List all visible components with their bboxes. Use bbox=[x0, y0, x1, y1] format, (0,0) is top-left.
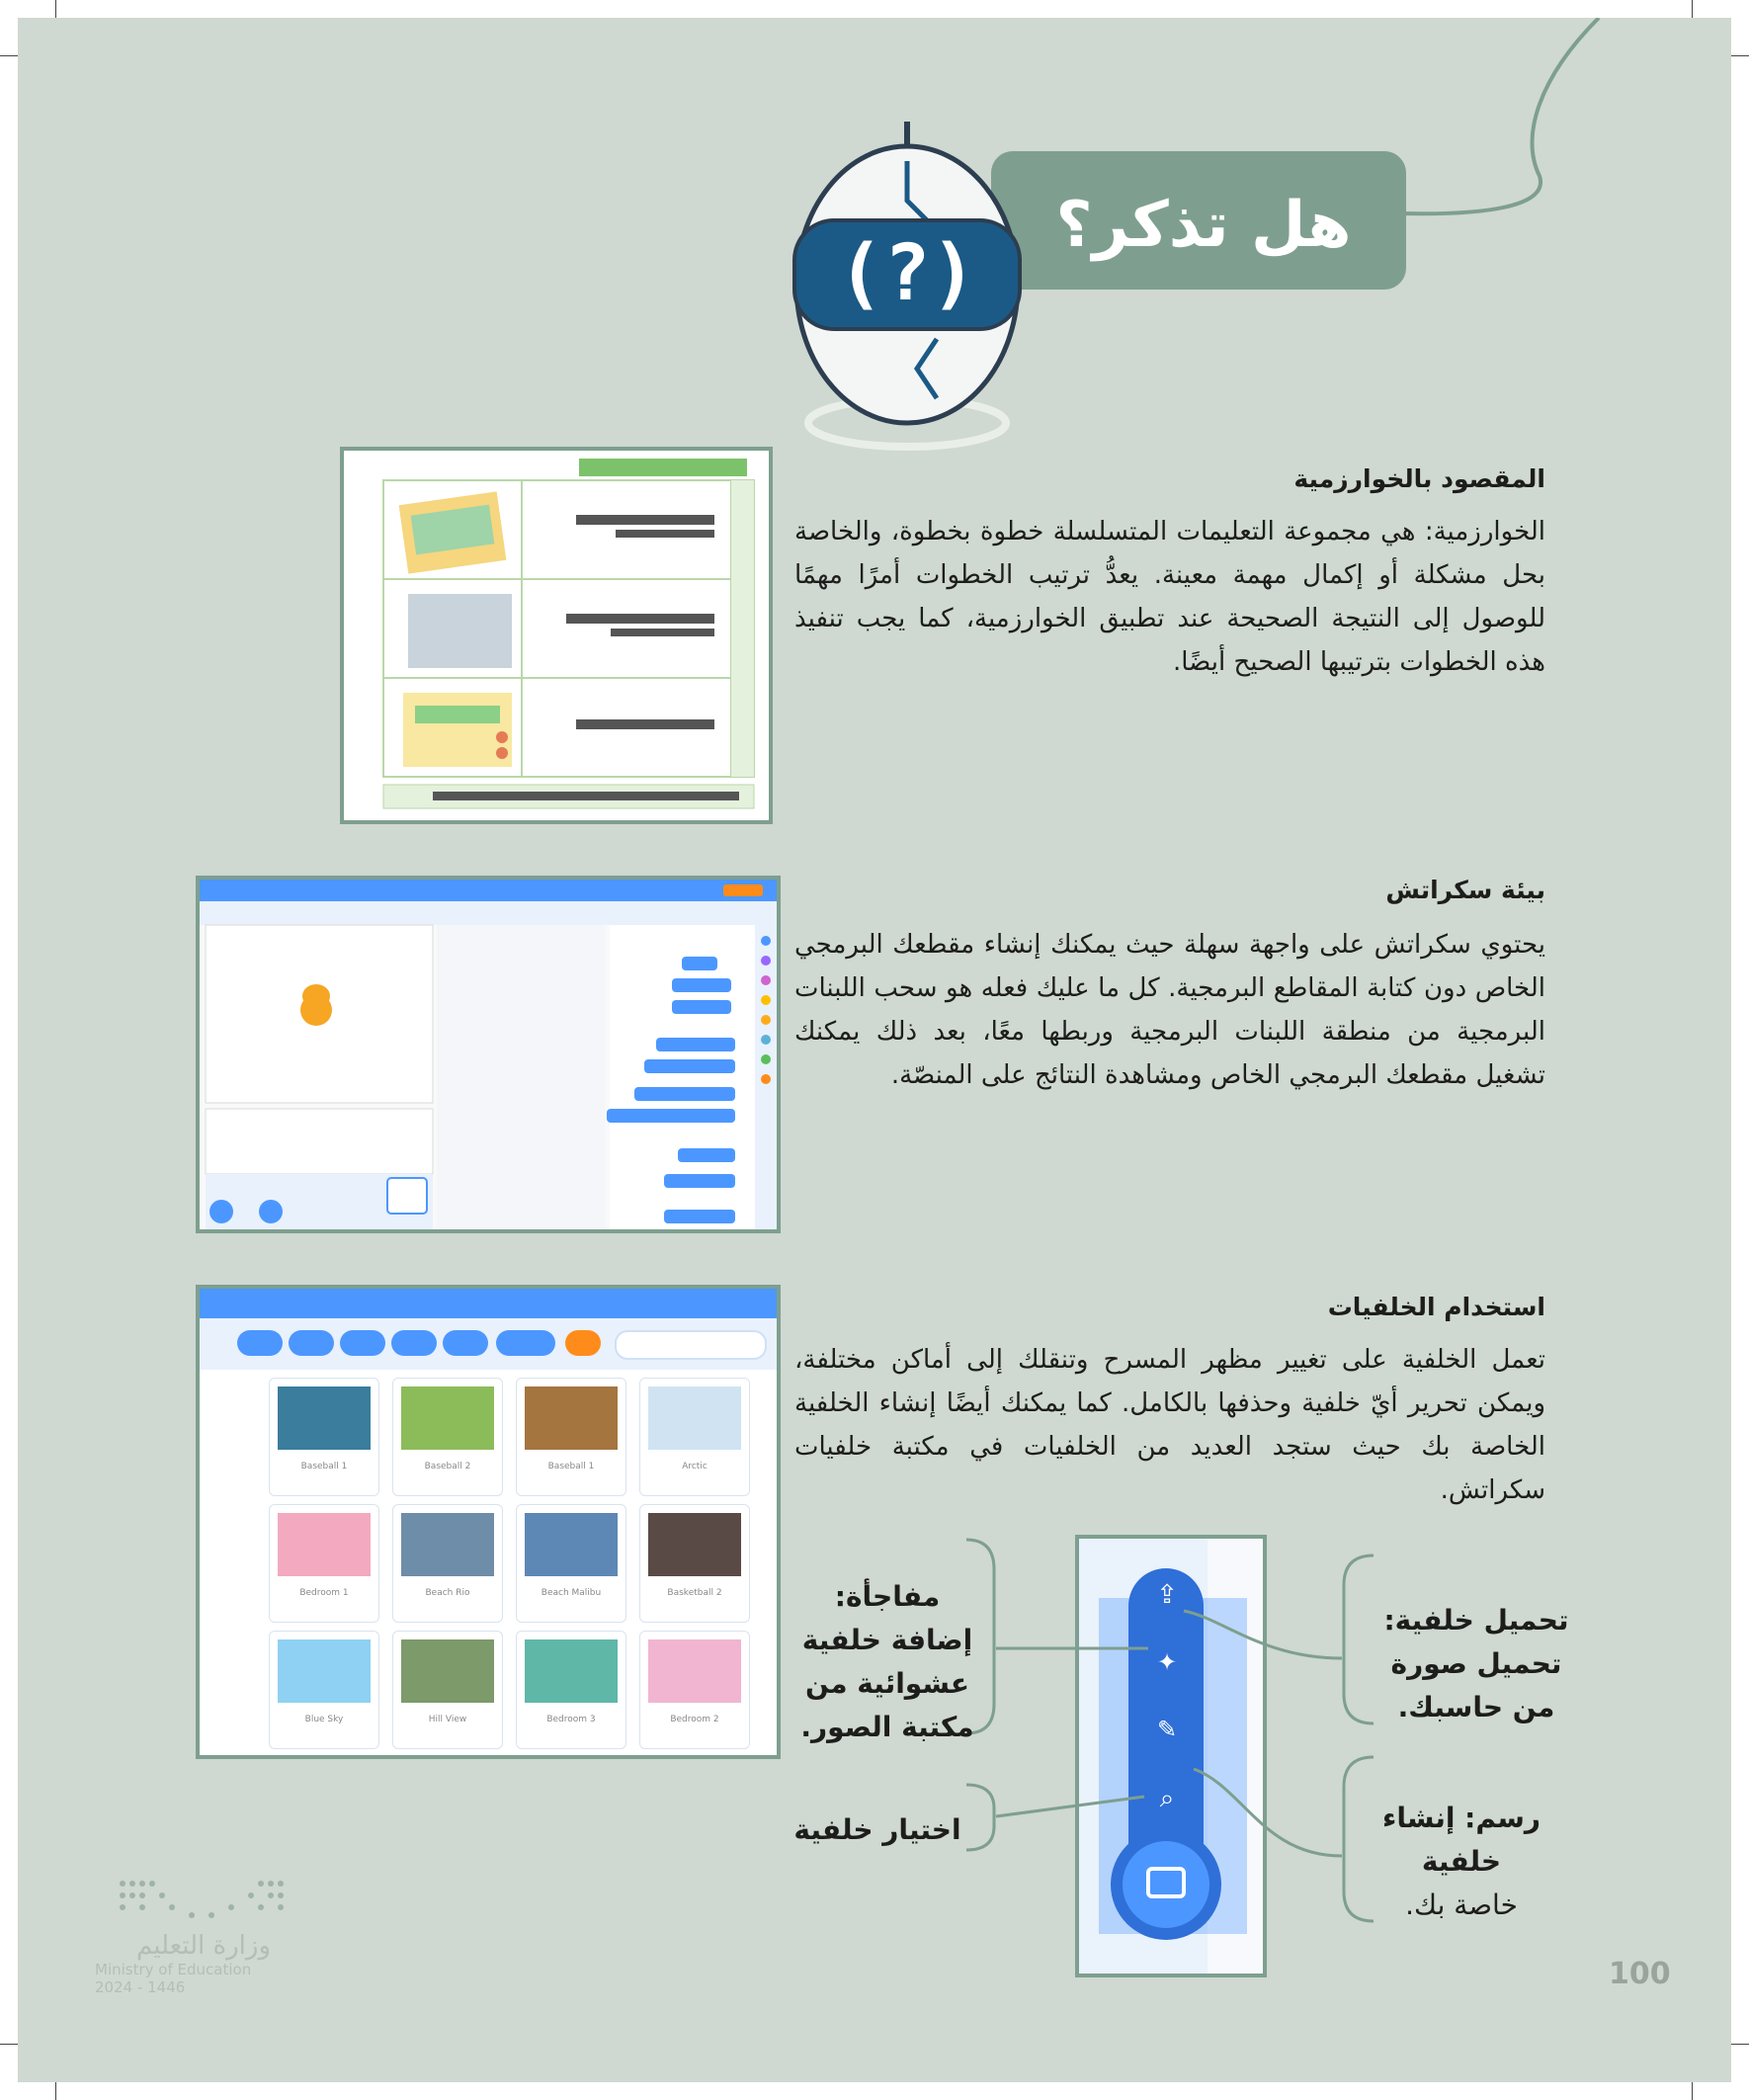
backdrop-name: Bedroom 2 bbox=[670, 1715, 719, 1724]
page-number: 100 bbox=[1609, 1957, 1671, 1991]
section-body-backdrops: تعمل الخلفية على تغيير مظهر المسرح وتنقلك إلى أماكن مختلفة، ويمكن تحرير أيّ خلفية وحذفها بالكامل. كما يمكنك أيضًا إنشاء الخلفية الخاصة بك حيث ستجد العديد من الخلفيات في مكتبة خلفيات سكراتش. bbox=[794, 1345, 1545, 1505]
decorative-curve bbox=[1401, 18, 1731, 255]
backdrop-name: Hill View bbox=[428, 1715, 467, 1724]
ministry-name-en: Ministry of Education bbox=[95, 1961, 252, 1978]
callout-paint bbox=[1377, 1797, 1545, 1927]
backdrop-name: Baseball 1 bbox=[547, 1462, 595, 1471]
callout-choose-backdrop: اختيار خلفية bbox=[793, 1813, 961, 1846]
backdrop-name: Beach Malibu bbox=[541, 1588, 602, 1598]
backdrop-tile[interactable] bbox=[269, 1631, 379, 1749]
backdrop-tile[interactable] bbox=[639, 1378, 750, 1496]
backdrop-tile[interactable] bbox=[516, 1378, 626, 1496]
library-filter-bar bbox=[200, 1318, 777, 1370]
backdrop-tile[interactable] bbox=[269, 1378, 379, 1496]
backdrop-tile[interactable] bbox=[392, 1504, 503, 1623]
backdrop-tile[interactable] bbox=[516, 1631, 626, 1749]
backdrop-name: Baseball 2 bbox=[424, 1462, 471, 1471]
backdrop-name: Bedroom 3 bbox=[546, 1715, 596, 1724]
backdrop-tile[interactable] bbox=[269, 1504, 379, 1623]
section-title-scratch: بيئة سكراتش bbox=[1385, 876, 1545, 904]
callout-paint-plain: خاصة بك. bbox=[1405, 1889, 1518, 1921]
filter-chip bbox=[391, 1330, 437, 1356]
ministry-logo bbox=[95, 1876, 312, 1996]
svg-text:(?): (?) bbox=[837, 229, 977, 318]
filter-chip bbox=[237, 1330, 283, 1356]
filter-chip bbox=[443, 1330, 488, 1356]
paint-icon[interactable]: ✎ bbox=[1156, 1716, 1178, 1743]
page bbox=[18, 18, 1731, 2082]
section-body-scratch: يحتوي سكراتش على واجهة سهلة حيث يمكنك إنشاء مقطعك البرمجي الخاص دون كتابة المقاطع البرمجية. كل ما عليك فعله هو سحب اللبنات البرمجية من منطقة اللبنات البرمجية وربطها معًا، بعد ذلك يمكنك تشغيل مقطعك البرمجي الخاص ومشاهدة النتائج على المنصّة. bbox=[794, 930, 1545, 1090]
backdrop-name: Bedroom 1 bbox=[299, 1588, 349, 1598]
library-header bbox=[200, 1289, 777, 1318]
callout-paint-bold: رسم: إنشاء خلفية bbox=[1382, 1802, 1541, 1878]
callout-upload: تحميل خلفية: تحميل صورة من حاسبك. bbox=[1383, 1604, 1569, 1723]
backdrop-tile[interactable] bbox=[639, 1504, 750, 1623]
search-icon[interactable]: ⌕ bbox=[1159, 1784, 1175, 1813]
backdrop-tile[interactable] bbox=[516, 1504, 626, 1623]
section-title-algorithm: المقصود بالخوارزمية bbox=[1293, 464, 1545, 493]
filter-chip bbox=[340, 1330, 385, 1356]
ministry-dots-icon bbox=[115, 1876, 292, 1931]
ministry-name-ar: وزارة التعليم bbox=[135, 1931, 272, 1961]
callout-surprise: مفاجأة: إضافة خلفية عشوائية من مكتبة الصور. bbox=[800, 1580, 974, 1743]
backdrop-menu-image bbox=[1075, 1535, 1267, 1977]
filter-chip bbox=[496, 1330, 555, 1356]
page-title: هل تذكر؟ bbox=[1055, 189, 1352, 262]
backdrop-tile[interactable] bbox=[639, 1631, 750, 1749]
backdrop-name: Blue Sky bbox=[304, 1715, 344, 1724]
backdrop-name: Beach Rio bbox=[425, 1588, 470, 1598]
library-search bbox=[615, 1330, 767, 1360]
backdrop-tile[interactable] bbox=[392, 1631, 503, 1749]
ministry-year: 2024 - 1446 bbox=[95, 1978, 186, 1996]
filter-chip bbox=[289, 1330, 334, 1356]
scratch-interface-image bbox=[196, 876, 781, 1233]
backdrop-name: Baseball 1 bbox=[300, 1462, 348, 1471]
backdrop-name: Arctic bbox=[682, 1462, 708, 1471]
surprise-icon[interactable]: ✦ bbox=[1156, 1648, 1178, 1676]
filter-chip bbox=[565, 1330, 601, 1356]
robot-icon bbox=[789, 122, 1026, 458]
algorithm-worksheet-image bbox=[340, 447, 773, 824]
backdrop-name: Basketball 2 bbox=[667, 1588, 722, 1598]
section-title-backdrops: استخدام الخلفيات bbox=[1327, 1293, 1545, 1321]
backdrop-library-image bbox=[196, 1285, 781, 1759]
section-body-algorithm: الخوارزمية: هي مجموعة التعليمات المتسلسلة خطوة بخطوة، والخاصة بحل مشكلة أو إكمال مهمة معينة. يعدُّ ترتيب الخطوات أمرًا مهمًا للوصول إلى النتيجة الصحيحة عند تطبيق الخوارزمية، كما يجب تنفيذ هذه الخطوات بترتيبها الصحيح أيضًا. bbox=[794, 517, 1545, 677]
upload-icon[interactable]: ⇪ bbox=[1156, 1580, 1178, 1610]
backdrop-tile[interactable] bbox=[392, 1378, 503, 1496]
